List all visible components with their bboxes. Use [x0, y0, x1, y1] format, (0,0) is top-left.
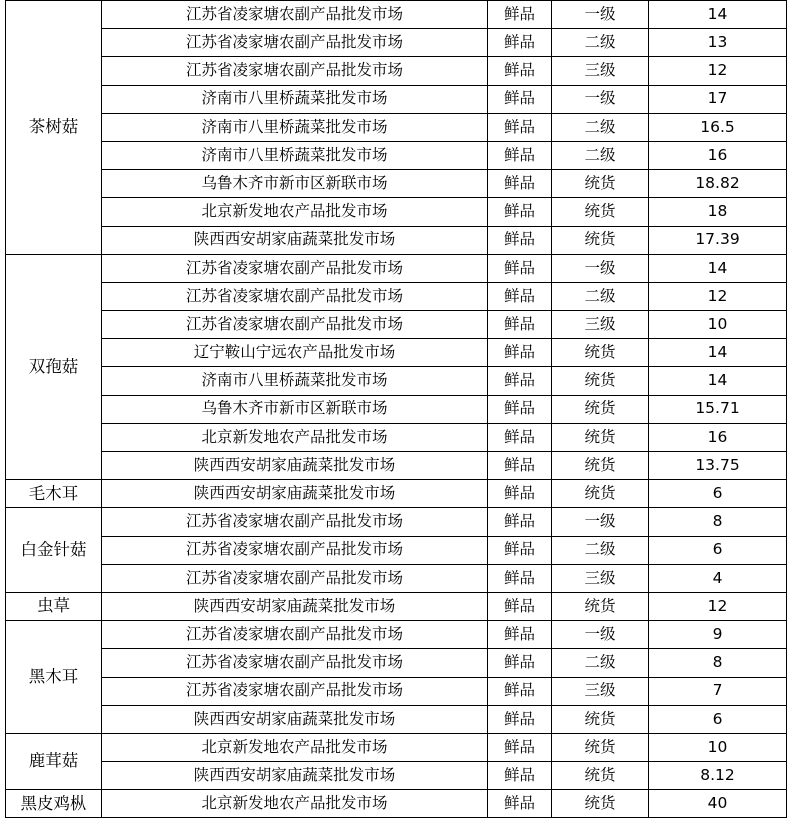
- type-cell: 鲜品: [488, 790, 552, 818]
- type-cell: 鲜品: [488, 705, 552, 733]
- table-row: [6, 113, 787, 141]
- table-row: [6, 536, 787, 564]
- grade-cell: 二级: [552, 141, 649, 169]
- table-row: [6, 339, 787, 367]
- market-cell: 济南市八里桥蔬菜批发市场: [102, 367, 488, 395]
- price-cell: 16: [649, 141, 787, 169]
- market-cell: 江苏省凌家塘农副产品批发市场: [102, 677, 488, 705]
- product-name-cell: 白金针菇: [6, 508, 102, 593]
- market-cell: 北京新发地农产品批发市场: [102, 790, 488, 818]
- product-name-cell: 毛木耳: [6, 480, 102, 508]
- type-cell: 鲜品: [488, 29, 552, 57]
- type-cell: 鲜品: [488, 113, 552, 141]
- grade-cell: 统货: [552, 367, 649, 395]
- price-cell: 9: [649, 621, 787, 649]
- grade-cell: 统货: [552, 198, 649, 226]
- market-cell: 江苏省凌家塘农副产品批发市场: [102, 254, 488, 282]
- type-cell: 鲜品: [488, 564, 552, 592]
- market-cell: 陕西西安胡家庙蔬菜批发市场: [102, 762, 488, 790]
- grade-cell: 三级: [552, 677, 649, 705]
- table-row: [6, 57, 787, 85]
- market-cell: 济南市八里桥蔬菜批发市场: [102, 113, 488, 141]
- grade-cell: 二级: [552, 649, 649, 677]
- price-cell: 14: [649, 254, 787, 282]
- price-cell: 14: [649, 339, 787, 367]
- market-cell: 江苏省凌家塘农副产品批发市场: [102, 564, 488, 592]
- type-cell: 鲜品: [488, 762, 552, 790]
- table-row: [6, 85, 787, 113]
- grade-cell: 二级: [552, 29, 649, 57]
- type-cell: 鲜品: [488, 677, 552, 705]
- market-cell: 辽宁鞍山宁远农产品批发市场: [102, 339, 488, 367]
- price-cell: 16.5: [649, 113, 787, 141]
- grade-cell: 统货: [552, 480, 649, 508]
- grade-cell: 统货: [552, 452, 649, 480]
- price-cell: 14: [649, 1, 787, 29]
- market-cell: 北京新发地农产品批发市场: [102, 423, 488, 451]
- market-cell: 北京新发地农产品批发市场: [102, 733, 488, 761]
- table-row: [6, 762, 787, 790]
- grade-cell: 三级: [552, 57, 649, 85]
- price-cell: 6: [649, 480, 787, 508]
- product-name-cell: 虫草: [6, 592, 102, 620]
- table-row: [6, 592, 787, 620]
- type-cell: 鲜品: [488, 649, 552, 677]
- table-row: [6, 677, 787, 705]
- grade-cell: 统货: [552, 762, 649, 790]
- market-cell: 江苏省凌家塘农副产品批发市场: [102, 1, 488, 29]
- table-row: [6, 311, 787, 339]
- type-cell: 鲜品: [488, 282, 552, 310]
- grade-cell: 一级: [552, 254, 649, 282]
- type-cell: 鲜品: [488, 141, 552, 169]
- product-name-cell: 黑皮鸡枞: [6, 790, 102, 818]
- price-cell: 13.75: [649, 452, 787, 480]
- market-cell: 江苏省凌家塘农副产品批发市场: [102, 282, 488, 310]
- grade-cell: 三级: [552, 564, 649, 592]
- price-cell: 7: [649, 677, 787, 705]
- table-row: [6, 367, 787, 395]
- price-cell: 8.12: [649, 762, 787, 790]
- price-cell: 40: [649, 790, 787, 818]
- product-name-cell: 茶树菇: [6, 1, 102, 255]
- table-row: [6, 1, 787, 29]
- type-cell: 鲜品: [488, 480, 552, 508]
- grade-cell: 统货: [552, 592, 649, 620]
- grade-cell: 二级: [552, 536, 649, 564]
- grade-cell: 一级: [552, 508, 649, 536]
- table-row: [6, 705, 787, 733]
- price-cell: 12: [649, 282, 787, 310]
- grade-cell: 统货: [552, 170, 649, 198]
- table-row: [6, 564, 787, 592]
- table-row: [6, 282, 787, 310]
- market-cell: 江苏省凌家塘农副产品批发市场: [102, 311, 488, 339]
- grade-cell: 统货: [552, 733, 649, 761]
- type-cell: 鲜品: [488, 311, 552, 339]
- table-row: [6, 621, 787, 649]
- type-cell: 鲜品: [488, 395, 552, 423]
- table-row: [6, 226, 787, 254]
- price-cell: 14: [649, 367, 787, 395]
- price-cell: 15.71: [649, 395, 787, 423]
- price-cell: 10: [649, 311, 787, 339]
- type-cell: 鲜品: [488, 254, 552, 282]
- market-cell: 江苏省凌家塘农副产品批发市场: [102, 508, 488, 536]
- market-cell: 乌鲁木齐市新市区新联市场: [102, 395, 488, 423]
- market-cell: 乌鲁木齐市新市区新联市场: [102, 170, 488, 198]
- price-cell: 18: [649, 198, 787, 226]
- price-table-body: [6, 1, 787, 818]
- table-row: [6, 508, 787, 536]
- price-cell: 8: [649, 649, 787, 677]
- type-cell: 鲜品: [488, 733, 552, 761]
- market-cell: 陕西西安胡家庙蔬菜批发市场: [102, 226, 488, 254]
- price-cell: 8: [649, 508, 787, 536]
- table-row: [6, 480, 787, 508]
- grade-cell: 统货: [552, 395, 649, 423]
- grade-cell: 一级: [552, 85, 649, 113]
- type-cell: 鲜品: [488, 452, 552, 480]
- market-cell: 陕西西安胡家庙蔬菜批发市场: [102, 452, 488, 480]
- product-name-cell: 黑木耳: [6, 621, 102, 734]
- table-row: [6, 29, 787, 57]
- grade-cell: 统货: [552, 705, 649, 733]
- grade-cell: 统货: [552, 423, 649, 451]
- market-cell: 江苏省凌家塘农副产品批发市场: [102, 536, 488, 564]
- table-row: [6, 649, 787, 677]
- table-row: [6, 254, 787, 282]
- type-cell: 鲜品: [488, 198, 552, 226]
- market-cell: 江苏省凌家塘农副产品批发市场: [102, 621, 488, 649]
- type-cell: 鲜品: [488, 423, 552, 451]
- table-row: [6, 170, 787, 198]
- type-cell: 鲜品: [488, 339, 552, 367]
- market-cell: 济南市八里桥蔬菜批发市场: [102, 141, 488, 169]
- price-table: [5, 0, 787, 818]
- market-cell: 江苏省凌家塘农副产品批发市场: [102, 29, 488, 57]
- type-cell: 鲜品: [488, 536, 552, 564]
- market-cell: 陕西西安胡家庙蔬菜批发市场: [102, 480, 488, 508]
- grade-cell: 三级: [552, 311, 649, 339]
- table-row: [6, 141, 787, 169]
- table-row: [6, 733, 787, 761]
- type-cell: 鲜品: [488, 226, 552, 254]
- grade-cell: 统货: [552, 790, 649, 818]
- table-row: [6, 452, 787, 480]
- type-cell: 鲜品: [488, 85, 552, 113]
- grade-cell: 一级: [552, 1, 649, 29]
- price-cell: 13: [649, 29, 787, 57]
- market-cell: 北京新发地农产品批发市场: [102, 198, 488, 226]
- table-row: [6, 198, 787, 226]
- price-cell: 10: [649, 733, 787, 761]
- table-row: [6, 395, 787, 423]
- product-name-cell: 双孢菇: [6, 254, 102, 480]
- price-cell: 12: [649, 57, 787, 85]
- type-cell: 鲜品: [488, 367, 552, 395]
- type-cell: 鲜品: [488, 592, 552, 620]
- price-cell: 17: [649, 85, 787, 113]
- grade-cell: 二级: [552, 113, 649, 141]
- market-cell: 江苏省凌家塘农副产品批发市场: [102, 57, 488, 85]
- market-cell: 江苏省凌家塘农副产品批发市场: [102, 649, 488, 677]
- market-cell: 济南市八里桥蔬菜批发市场: [102, 85, 488, 113]
- market-cell: 陕西西安胡家庙蔬菜批发市场: [102, 592, 488, 620]
- price-cell: 17.39: [649, 226, 787, 254]
- type-cell: 鲜品: [488, 508, 552, 536]
- price-cell: 18.82: [649, 170, 787, 198]
- price-cell: 6: [649, 705, 787, 733]
- type-cell: 鲜品: [488, 57, 552, 85]
- type-cell: 鲜品: [488, 621, 552, 649]
- market-cell: 陕西西安胡家庙蔬菜批发市场: [102, 705, 488, 733]
- grade-cell: 二级: [552, 282, 649, 310]
- price-cell: 4: [649, 564, 787, 592]
- table-row: [6, 423, 787, 451]
- price-cell: 12: [649, 592, 787, 620]
- product-name-cell: 鹿茸菇: [6, 733, 102, 789]
- grade-cell: 统货: [552, 339, 649, 367]
- type-cell: 鲜品: [488, 170, 552, 198]
- price-cell: 16: [649, 423, 787, 451]
- type-cell: 鲜品: [488, 1, 552, 29]
- price-cell: 6: [649, 536, 787, 564]
- table-row: [6, 790, 787, 818]
- grade-cell: 一级: [552, 621, 649, 649]
- grade-cell: 统货: [552, 226, 649, 254]
